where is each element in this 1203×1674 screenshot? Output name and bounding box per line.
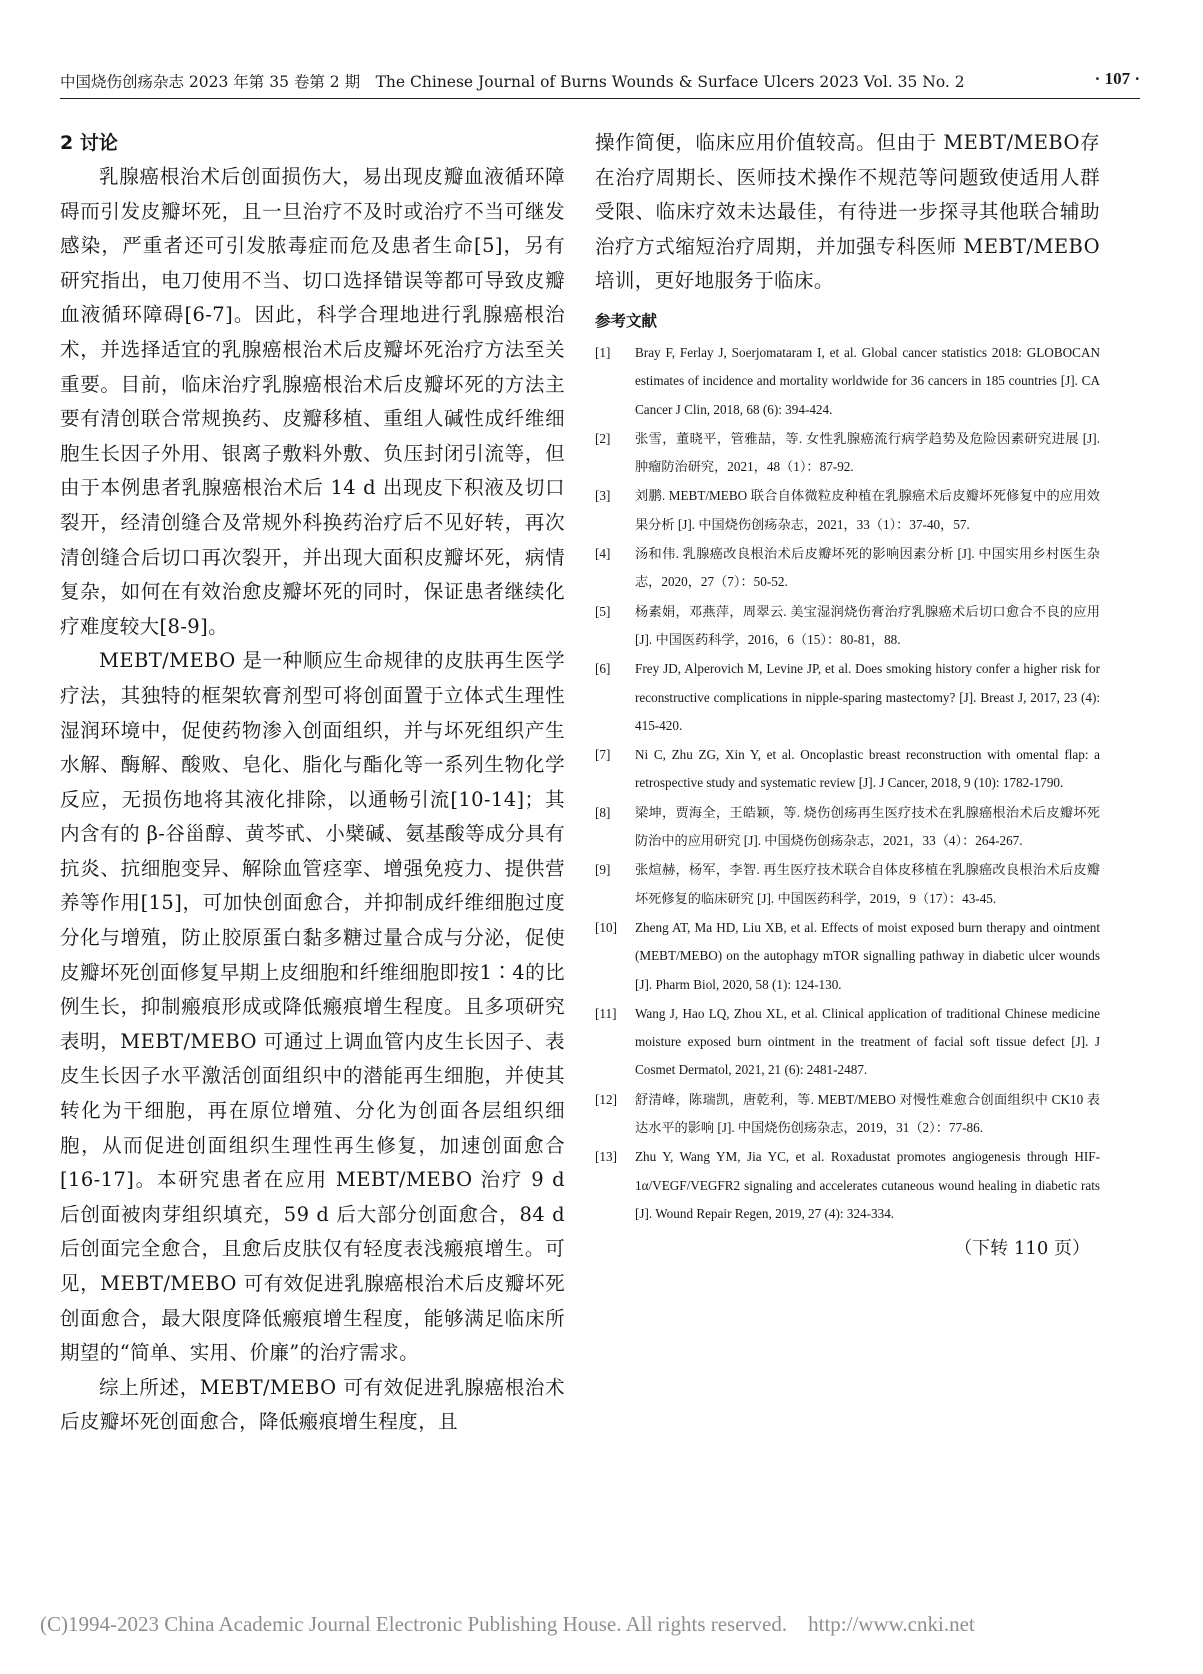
reference-number: [8] [595,804,611,820]
page-number: · 107 · [1094,69,1140,88]
reference-number: [5] [595,603,611,619]
reference-item [595,540,1100,597]
section-title: 2 讨论 [60,132,118,154]
reference-text: 张雪，董晓平，管雅喆，等. 女性乳腺癌流行病学趋势及危险因素研究进展 [J]. 肿瘤防治研究，2021，48（1）：87-92. [635,430,1100,475]
reference-text: Zheng AT, Ma HD, Liu XB, et al. Effects of moist exposed burn therapy and ointment (MEBT/MEBO) on the autophagy mTOR signalling pathway in diabetic ulcer wounds [J]. Pharm Biol, 2020, 58 (1): 124-130. [635,919,1100,992]
continued-note: （下转 110 页） [954,1238,1090,1260]
reference-number: [4] [595,546,611,562]
reference-text: 舒清峰，陈瑞凯，唐乾利，等. MEBT/MEBO 对慢性难愈合创面组织中 CK10 表达水平的影响 [J]. 中国烧伤创疡杂志，2019，31（2）：77-86. [635,1091,1100,1135]
reference-text: Frey JD, Alperovich M, Levine JP, et al. Does smoking history confer a higher risk for reconstructive complications in nipple-sparing mastectomy? [J]. Breast J, 2017, 23 (4): 415-420. [635,661,1100,733]
reference-text: 刘鹏. MEBT/MEBO 联合自体微粒皮种植在乳腺癌术后皮瓣坏死修复中的应用效果分析 [J]. 中国烧伤创疡杂志，2021，33（1）：37-40，57. [635,488,1100,532]
reference-text: Ni C, Zhu ZG, Xin Y, et al. Oncoplastic breast reconstruction with omental flap: a retrospective study and systematic review [J]. J Cancer, 2018, 9 (10): 1782-1790. [635,747,1100,791]
reference-item [595,914,1100,999]
reference-item [595,1000,1100,1085]
reference-number: [7] [595,747,611,763]
reference-number: [12] [595,1091,617,1107]
reference-number: [1] [595,344,611,360]
reference-text: 张煊赫，杨军，李智. 再生医疗技术联合自体皮移植在乳腺癌改良根治术后皮瓣坏死修复的临床研究 [J]. 中国医药科学，2019，9（17）：43-45. [635,862,1100,906]
reference-number: [11] [595,1005,617,1021]
reference-item [595,1143,1100,1228]
reference-item [595,856,1100,913]
header-rule [60,98,1140,99]
reference-number: [13] [595,1149,617,1165]
left-column [60,126,565,1440]
reference-text: Zhu Y, Wang YM, Jia YC, et al. Roxadustat promotes angiogenesis through HIF-1α/VEGF/VEGFR2 signaling and accelerates cutaneous wound healing in diabetic rats [J]. Wound Repair Regen, 2019, 27 (4): 324-334. [635,1149,1100,1221]
running-head-text: 中国烧伤创疡杂志 2023 年第 35 卷第 2 期 The Chinese Journal of Burns Wounds & Surface Ulcers 2023 Vol. 35 No. 2 [60,73,965,91]
reference-number: [6] [595,661,611,677]
reference-item [595,425,1100,482]
reference-item [595,799,1100,856]
reference-text: 汤和伟. 乳腺癌改良根治术后皮瓣坏死的影响因素分析 [J]. 中国实用乡村医生杂志，2020，27（7）：50-52. [635,546,1100,590]
reference-item [595,1086,1100,1143]
reference-text: Wang J, Hao LQ, Zhou XL, et al. Clinical application of traditional Chinese medicine moisture exposed burn ointment in the treatment of facial soft tissue defect [J]. J Cosmet Dermatol, 2021, 21 (6): 2481-2487. [635,1005,1100,1078]
reference-text: 梁坤，贾海全，王皓颖，等. 烧伤创疡再生医疗技术在乳腺癌根治术后皮瓣坏死防治中的应用研究 [J]. 中国烧伤创疡杂志，2021，33（4）：264-267. [635,804,1100,849]
reference-number: [9] [595,862,611,878]
paragraph-conclusion: 综上所述，MEBT/MEBO 可有效促进乳腺癌根治术后皮瓣坏死创面愈合，降低瘢痕增生程度，且 [60,1375,565,1434]
references-title: 参考文献 [595,311,658,330]
reference-list [595,339,1100,1228]
reference-number: [10] [595,919,617,935]
reference-item [595,482,1100,539]
reference-text: 杨素娟，邓燕萍，周翠云. 美宝湿润烧伤膏治疗乳腺癌术后切口愈合不良的应用 [J]. 中国医药科学，2016，6（15）：80-81，88. [635,603,1100,647]
reference-text: Bray F, Ferlay J, Soerjomataram I, et al. Global cancer statistics 2018: GLOBOCAN estimates of incidence and mortality worldwide for 36 cancers in 185 countries [J]. CA Cancer J Clin, 2018, 68 (6): 394-424. [635,344,1100,417]
paragraph-conclusion-continued: 操作简便，临床应用价值较高。但由于 MEBT/MEBO存在治疗周期长、医师技术操作不规范等问题致使适用人群受限、临床疗效未达最佳，有待进一步探寻其他联合辅助治疗方式缩短治疗周期，并加强专科医师 MEBT/MEBO 培训，更好地服务于临床。 [595,131,1100,293]
running-header [60,70,1140,92]
reference-item [595,339,1100,424]
reference-item [595,655,1100,740]
paragraph-discussion-2: MEBT/MEBO 是一种顺应生命规律的皮肤再生医学疗法，其独特的框架软膏剂型可将创面置于立体式生理性湿润环境中，促使药物渗入创面组织，并与坏死组织产生水解、酶解、酸败、皂化、脂化与酯化等一系列生物化学反应，无损伤地将其液化排除，以通畅引流[10-14]；其内含有的 β-谷甾醇、黄芩甙、小檗碱、氨基酸等成分具有抗炎、抗细胞变异、解除血管痉挛、增强免疫力、提供营养等作用[15]，可加快创面愈合，并抑制成纤维细胞过度分化与增殖，防止胶原蛋白黏多糖过量合成与分泌，促使皮瓣坏死创面修复早期上皮细胞和纤维细胞即按1∶4的比例生长，抑制瘢痕形成或降低瘢痕增生程度。且多项研究表明，MEBT/MEBO 可通过上调血管内皮生长因子、表皮生长因子水平激活创面组织中的潜能再生细胞，并使其转化为干细胞，再在原位增殖、分化为创面各层组织细胞，从而促进创面组织生理性再生修复，加速创面愈合[16-17]。本研究患者在应用 MEBT/MEBO 治疗 9 d 后创面被肉芽组织填充，59 d 后大部分创面愈合，84 d 后创面完全愈合，且愈后皮肤仅有轻度表浅瘢痕增生。可见，MEBT/MEBO 可有效促进乳腺癌根治术后皮瓣坏死创面愈合，最大限度降低瘢痕增生程度，能够满足临床所期望的“简单、实用、价廉”的治疗需求。 [60,649,565,1365]
reference-number: [2] [595,430,611,446]
copyright-footer: (C)1994-2023 China Academic Journal Electronic Publishing House. All rights reserved. http://www.cnki.net [40,1612,975,1636]
reference-number: [3] [595,488,611,504]
right-column [595,126,1100,1260]
reference-item [595,741,1100,798]
paragraph-discussion-1: 乳腺癌根治术后创面损伤大，易出现皮瓣血液循环障碍而引发皮瓣坏死，且一旦治疗不及时或治疗不当可继发感染，严重者还可引发脓毒症而危及患者生命[5]，另有研究指出，电刀使用不当、切口选择错误等都可导致皮瓣血液循环障碍[6-7]。因此，科学合理地进行乳腺癌根治术，并选择适宜的乳腺癌根治术后皮瓣坏死治疗方法至关重要。目前，临床治疗乳腺癌根治术后皮瓣坏死的方法主要有清创联合常规换药、皮瓣移植、重组人碱性成纤维细胞生长因子外用、银离子敷料外敷、负压封闭引流等，但由于本例患者乳腺癌根治术后 14 d 出现皮下积液及切口裂开，经清创缝合及常规外科换药治疗后不见好转，再次清创缝合后切口再次裂开，并出现大面积皮瓣坏死，病情复杂，如何在有效治愈皮瓣坏死的同时，保证患者继续化疗难度较大[8-9]。 [60,165,565,638]
reference-item [595,598,1100,655]
